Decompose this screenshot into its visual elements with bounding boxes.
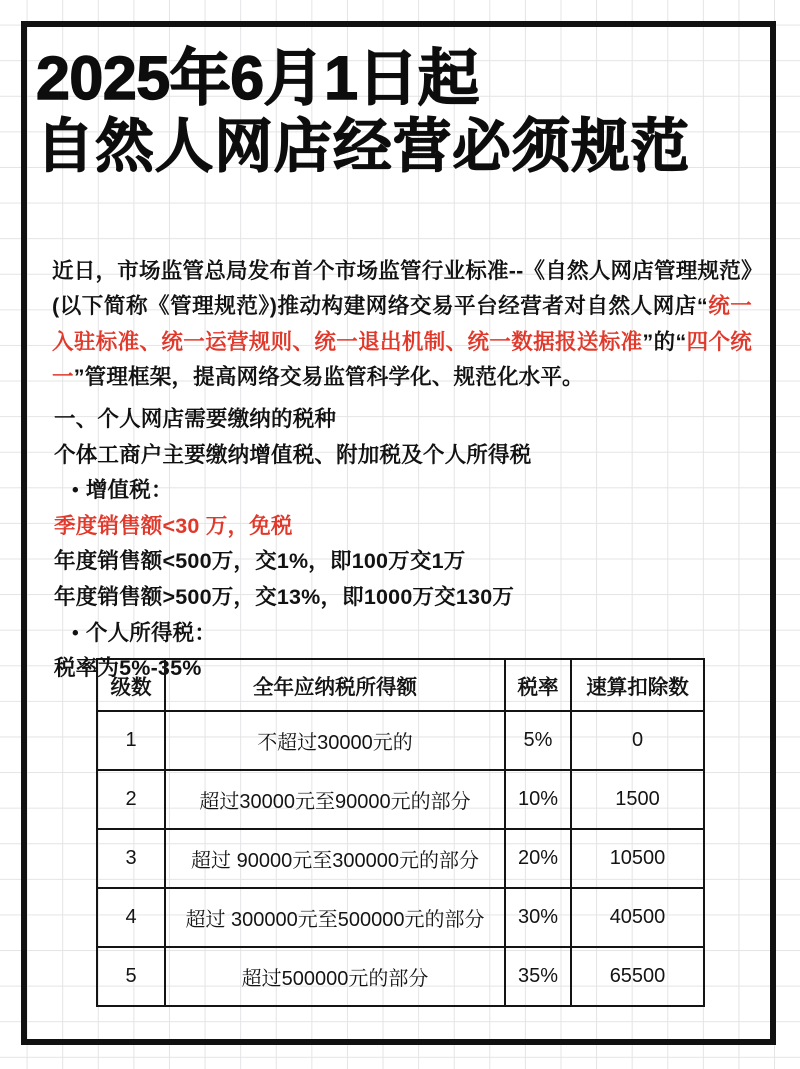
cell-bracket: 超过 90000元至300000元的部分	[165, 829, 505, 888]
bullet-label-vat: 增值税：	[85, 478, 173, 503]
cell-rate: 5%	[505, 711, 571, 770]
cell-bracket: 超过30000元至90000元的部分	[165, 770, 505, 829]
intro-quote-open-2: “	[675, 329, 687, 354]
cell-rate: 20%	[505, 829, 571, 888]
table-row	[97, 947, 704, 1006]
table-header-level: 级数	[97, 659, 165, 711]
bullet-label-iit: 个人所得税：	[85, 620, 217, 645]
vat-exemption-line: 季度销售额<30 万，免税	[54, 513, 293, 538]
iit-rate-range-line: 税率为5%-35%	[54, 656, 202, 681]
intro-highlight-slogan: 四个统一	[52, 329, 753, 390]
cell-deduction: 1500	[571, 770, 704, 829]
table-header-bracket: 全年应纳税所得额	[165, 659, 505, 711]
intro-highlight-four-unifications: 统一入驻标准、统一运营规则、统一退出机制、统一数据报送标准	[52, 294, 752, 354]
cell-bracket: 不超过30000元的	[165, 711, 505, 770]
tax-bracket-table	[96, 658, 705, 1007]
table-row	[97, 711, 704, 770]
title-line-1: 2025年6月1日起	[36, 44, 479, 112]
title-line-2: 自然人网店经营必须规范	[36, 114, 691, 179]
intro-quote-open: “	[696, 294, 708, 319]
cell-bracket: 超过 300000元至500000元的部分	[165, 888, 505, 947]
cell-level: 3	[97, 829, 165, 888]
table-row	[97, 770, 704, 829]
cell-rate: 10%	[505, 770, 571, 829]
cell-rate: 35%	[505, 947, 571, 1006]
intro-text-part2: 管理框架，提高网络交易监管科学化、规范化水平。	[84, 365, 584, 390]
bullet-item-vat	[54, 473, 764, 509]
tax-types-section	[54, 402, 764, 687]
intro-mid: 的	[653, 329, 676, 354]
intro-paragraph	[52, 254, 752, 396]
cell-level: 1	[97, 711, 165, 770]
cell-level: 5	[97, 947, 165, 1006]
bullet-dot-icon: •	[72, 480, 79, 502]
vat-rate-line-2: 年度销售额>500万，交13%，即1000万交130万	[54, 584, 515, 609]
section-heading: 一、个人网店需要缴纳的税种	[54, 407, 337, 431]
intro-quote-close: ”	[642, 329, 654, 354]
cell-level: 2	[97, 770, 165, 829]
cell-rate: 30%	[505, 888, 571, 947]
section-subheading: 个体工商户主要缴纳增值税、附加税及个人所得税	[54, 442, 532, 467]
cell-deduction: 10500	[571, 829, 704, 888]
intro-quote-close-2: ”	[73, 365, 85, 390]
table-header-rate: 税率	[505, 659, 571, 711]
table-header-row	[97, 659, 704, 711]
cell-deduction: 0	[571, 711, 704, 770]
table-row	[97, 829, 704, 888]
cell-deduction: 65500	[571, 947, 704, 1006]
bullet-item-individual-income-tax	[54, 616, 764, 652]
cell-bracket: 超过500000元的部分	[165, 947, 505, 1006]
cell-deduction: 40500	[571, 888, 704, 947]
poster-title	[36, 44, 766, 182]
table-header-deduction: 速算扣除数	[571, 659, 704, 711]
table-row	[97, 888, 704, 947]
bullet-dot-icon: •	[72, 622, 79, 644]
vat-rate-line-1: 年度销售额<500万，交1%，即100万交1万	[54, 549, 466, 574]
cell-level: 4	[97, 888, 165, 947]
intro-text-part1: 近日，市场监管总局发布首个市场监管行业标准--《自然人网店管理规范》(以下简称《管理规范》)推动构建网络交易平台经营者对自然人网店	[52, 258, 752, 319]
